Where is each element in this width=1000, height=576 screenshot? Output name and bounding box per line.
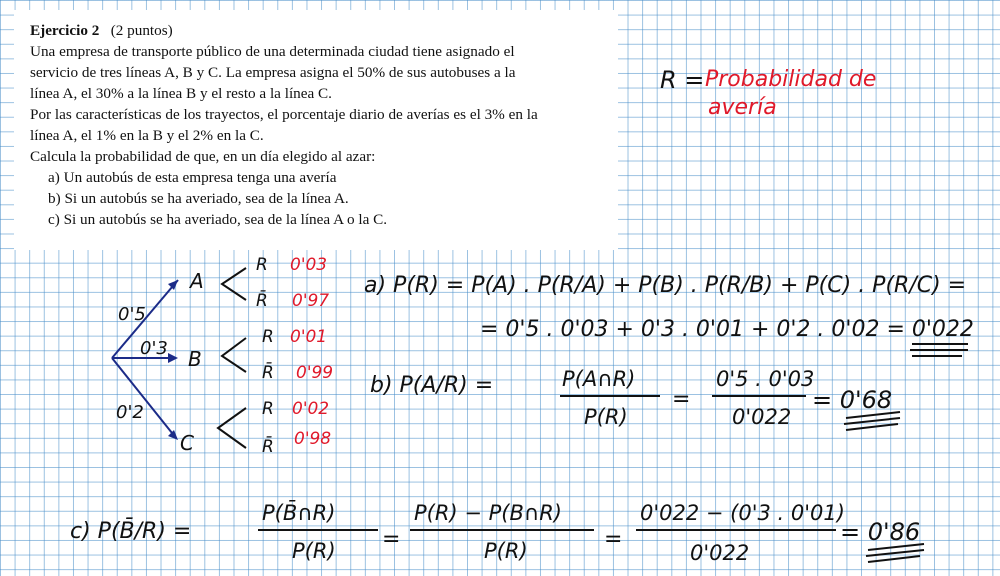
outcome-r: R (256, 255, 268, 275)
solution-b-label: b) P(A/R) = (370, 373, 494, 398)
solution-c-num2: P(R) − P(B∩R) (414, 501, 563, 525)
probability-tree (112, 255, 333, 457)
underline-c (868, 556, 920, 562)
arrowhead-icon (168, 353, 178, 363)
solution-c-num3: 0'022 − (0'3 . 0'01) (640, 501, 845, 525)
outcome-rbar: R̄ (262, 363, 274, 383)
solution-b-result: = 0'68 (812, 386, 893, 414)
arrowhead-icon (168, 430, 178, 440)
note-prefix: R = (660, 66, 705, 94)
note-line-2: avería (708, 95, 777, 120)
branch-prob-b: 0'3 (140, 338, 168, 359)
prob-a-r: 0'03 (290, 255, 328, 275)
solution-c-label: c) P(B̄/R) = (70, 519, 192, 544)
problem-line: servicio de tres líneas A, B y C. La empresa asigna el 50% de sus autobuses a la (30, 64, 516, 81)
question-b: b) Si un autobús se ha averiado, sea de la línea A. (48, 190, 349, 207)
problem-line: Calcula la probabilidad de que, en un día elegido al azar: (30, 148, 376, 165)
solution-c-den2: P(R) (484, 539, 528, 563)
problem-line: línea A, el 1% en la B y el 2% en la C. (30, 127, 264, 144)
note-line-1: Probabilidad de (705, 67, 877, 92)
prob-a-rbar: 0'97 (292, 291, 330, 311)
solution-b-eq: = (672, 387, 691, 412)
outcome-rbar: R̄ (262, 437, 274, 457)
solution-c-eq1: = (382, 527, 401, 552)
question-c: c) Si un autobús se ha averiado, sea de la línea A o la C. (48, 211, 388, 228)
solution-c-eq2: = (604, 527, 623, 552)
branch-line-c (112, 358, 176, 438)
problem-line: Por las características de los trayectos, el porcentaje diario de averías es el 3% en la (30, 106, 538, 123)
outcome-r: R (262, 327, 274, 347)
solution-a-line-1: a) P(R) = P(A) . P(R/A) + P(B) . P(R/B) + P(C) . P(R/C) = (364, 273, 967, 298)
prob-b-r: 0'01 (290, 327, 328, 347)
node-c: C (180, 431, 194, 455)
branch-prob-a: 0'5 (118, 304, 146, 325)
fork-a (222, 268, 246, 300)
solution-c-den3: 0'022 (690, 541, 750, 565)
solution-c-result: = 0'86 (840, 518, 921, 546)
solution-b-den1: P(R) (584, 405, 628, 429)
branch-prob-c: 0'2 (116, 402, 144, 423)
outcome-rbar: R̄ (256, 291, 268, 311)
prob-b-rbar: 0'99 (296, 363, 334, 383)
node-a: A (190, 269, 204, 293)
solution-b-den2: 0'022 (732, 405, 792, 429)
outcome-r: R (262, 399, 274, 419)
fork-b (222, 338, 246, 372)
fork-c (218, 408, 246, 448)
solution-b-num2: 0'5 . 0'03 (716, 367, 815, 391)
prob-c-rbar: 0'98 (294, 429, 332, 449)
underline-b (846, 424, 898, 430)
prob-c-r: 0'02 (292, 399, 330, 419)
solution-c-den1: P(R) (292, 539, 336, 563)
underline-b (844, 418, 900, 424)
underline-c (866, 550, 924, 556)
problem-line: Una empresa de transporte público de una determinada ciudad tiene asignado el (30, 43, 515, 60)
solution-b-num1: P(A∩R) (562, 367, 636, 391)
question-a: a) Un autobús de esta empresa tenga una avería (48, 169, 337, 186)
problem-line: línea A, el 30% a la línea B y el resto a la línea C. (30, 85, 332, 102)
solution-c-num1: P(B̄∩R) (262, 501, 336, 525)
solution-a-line-2: = 0'5 . 0'03 + 0'3 . 0'01 + 0'2 . 0'02 = 0'022 (480, 317, 974, 342)
problem-title: Ejercicio 2 (2 puntos) (30, 22, 173, 39)
node-b: B (188, 347, 202, 371)
